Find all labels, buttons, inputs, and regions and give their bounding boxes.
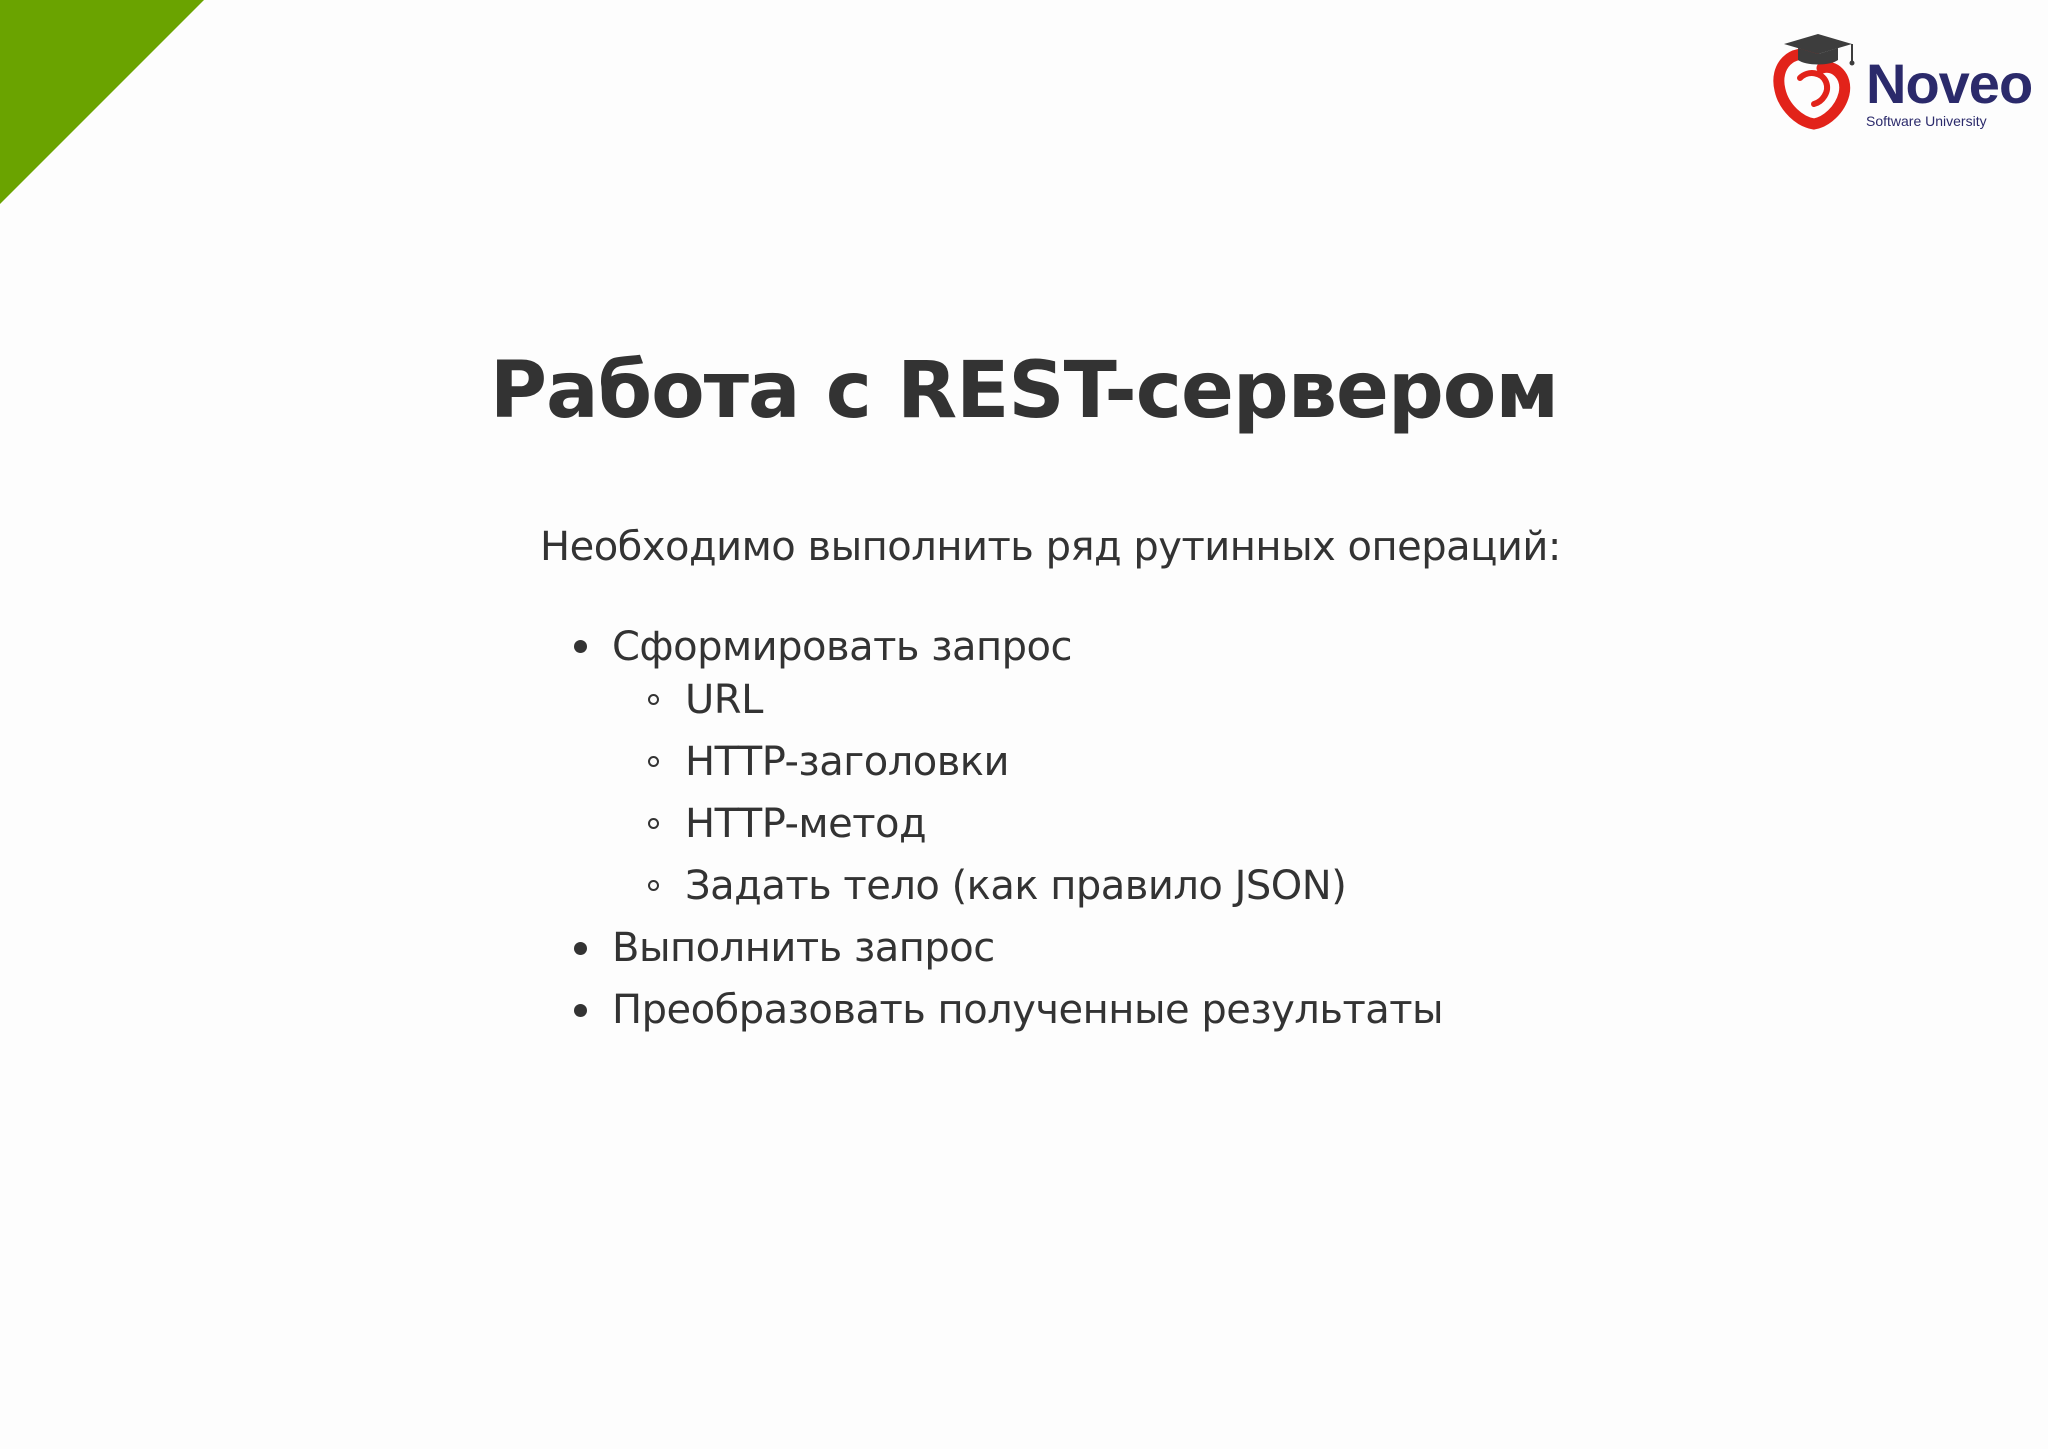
bullet-circle-icon bbox=[648, 880, 659, 891]
noveo-logo bbox=[1770, 30, 2032, 138]
sub-list-item: URL bbox=[685, 677, 763, 723]
list-item: Выполнить запрос bbox=[612, 925, 995, 971]
bullet-disc-icon bbox=[574, 640, 587, 653]
list-item: Преобразовать полученные результаты bbox=[612, 987, 1444, 1033]
bullet-disc-icon bbox=[574, 1004, 587, 1017]
bullet-circle-icon bbox=[648, 694, 659, 705]
bullet-circle-icon bbox=[648, 756, 659, 767]
sub-list-item: HTTP-метод bbox=[685, 801, 927, 847]
bullet-disc-icon bbox=[574, 942, 587, 955]
sub-list-item: HTTP-заголовки bbox=[685, 739, 1009, 785]
bullet-circle-icon bbox=[648, 818, 659, 829]
sub-list-item: Задать тело (как правило JSON) bbox=[685, 863, 1347, 909]
corner-triangle-decoration bbox=[0, 0, 204, 204]
slide-title: Работа с REST-сервером bbox=[489, 346, 1559, 436]
graduation-cap-heart-icon bbox=[1770, 30, 1860, 138]
logo-name: Noveo bbox=[1866, 52, 2033, 115]
list-item: Сформировать запрос bbox=[612, 624, 1072, 670]
slide-intro: Необходимо выполнить ряд рутинных операций: bbox=[540, 524, 1561, 570]
logo-subtitle: Software University bbox=[1866, 113, 1987, 129]
